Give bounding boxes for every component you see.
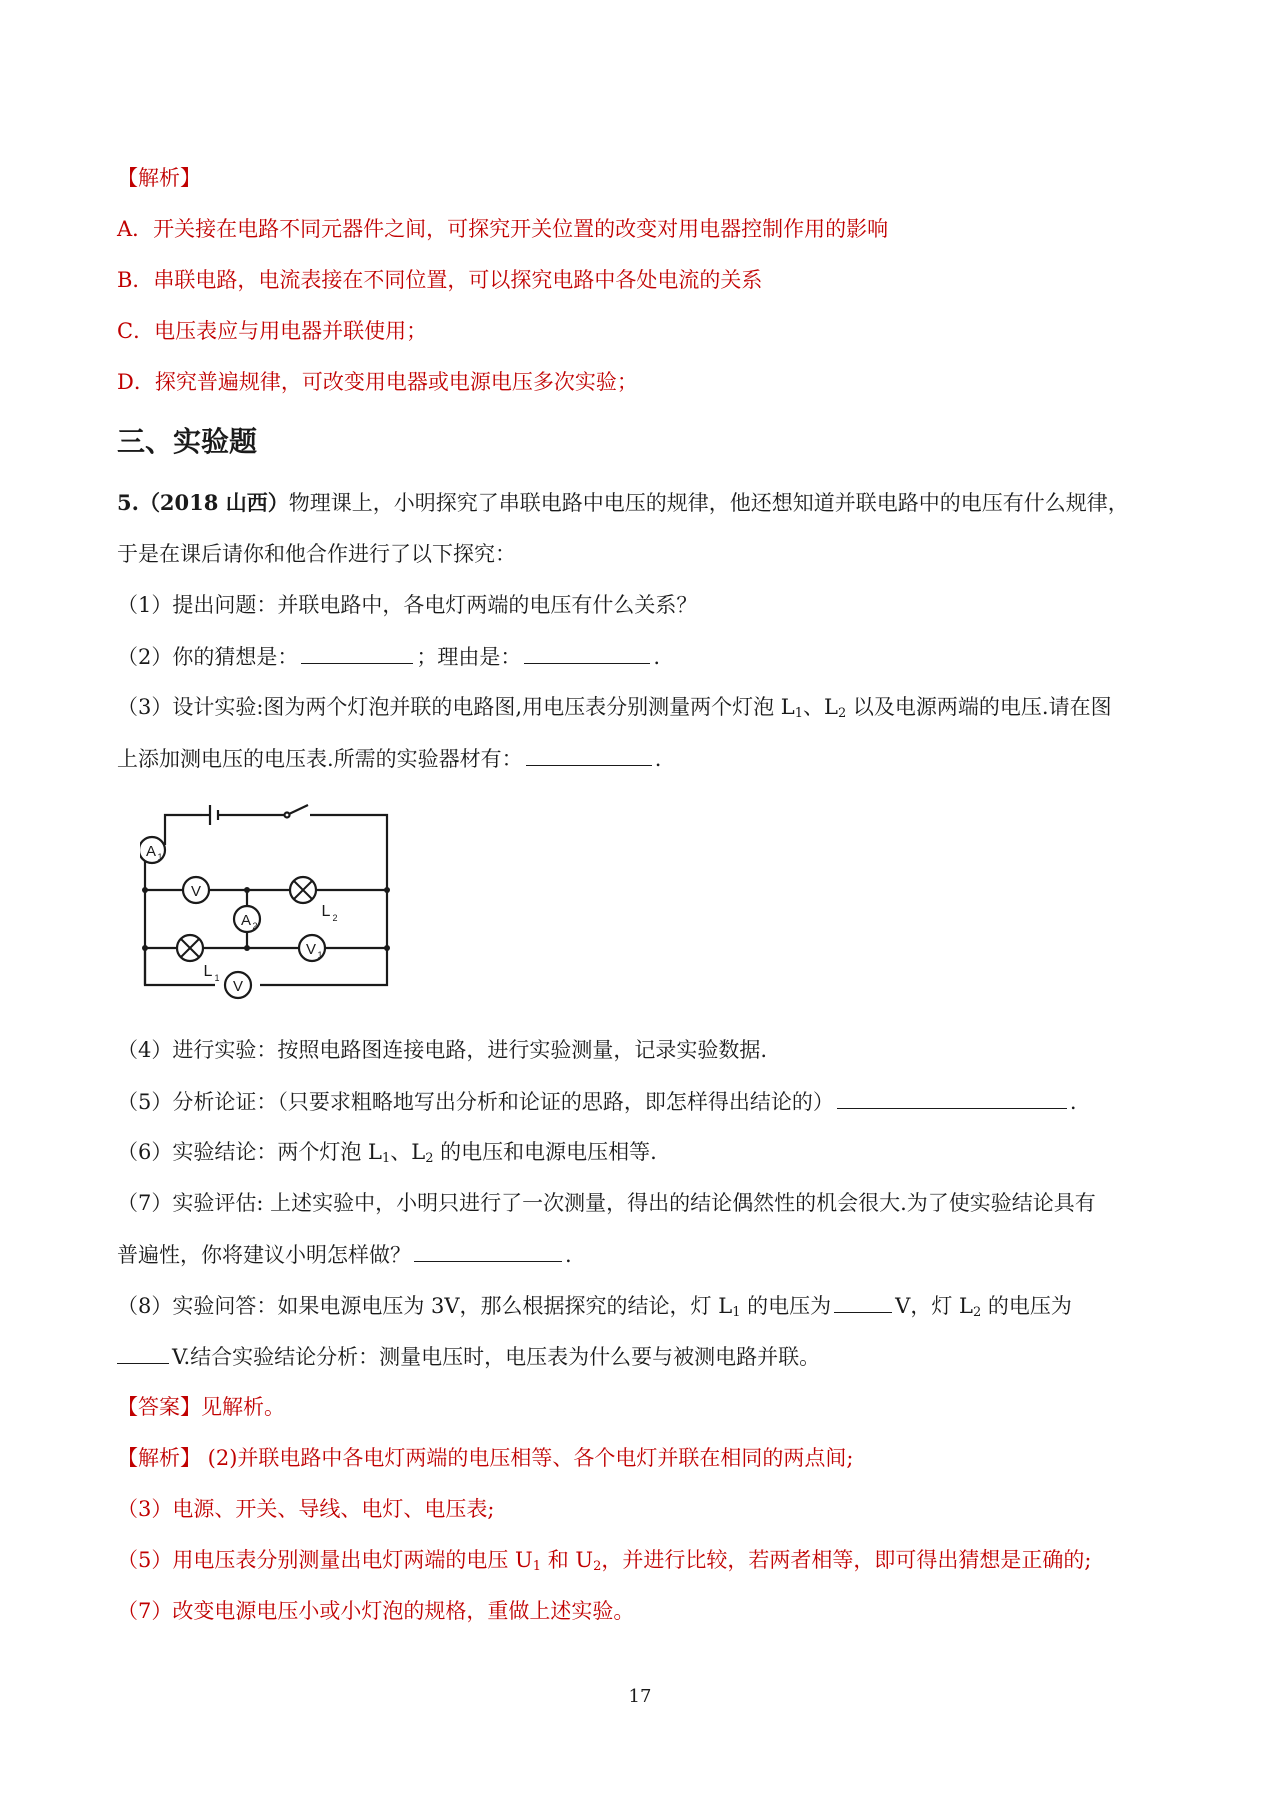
answer-blank-reason[interactable] [524,641,650,664]
voltmeter-bottom-label: V [232,978,244,995]
analysis-item-a: A．开关接在电路不同元器件之间，可探究开关位置的改变对用电器控制作用的影响 [117,217,889,241]
answer-tag: 【答案】 [117,1395,201,1419]
part-7-text: 普遍性，你将建议小明怎样做？ [117,1243,411,1267]
part-8-text-c: V，灯 L [895,1294,973,1318]
part-6-text-b: 、L [390,1140,426,1164]
part-3-text-a: （3）设计实验:图为两个灯泡并联的电路图,用电压表分别测量两个灯泡 L [117,695,795,719]
question-stem-line2: 于是在课后请你和他合作进行了以下探究： [117,542,516,566]
analysis2-sub1: 1 [532,1559,542,1574]
analysis2-tag: 【解析】 [117,1446,201,1470]
answer-blank-equipment[interactable] [526,743,652,766]
answer-blank-l1-voltage[interactable] [834,1290,892,1313]
wire-top-left [165,815,202,845]
part-3-line2 [117,743,1177,774]
circuit-diagram [140,800,400,1010]
part-6-text-a: （6）实验结论：两个灯泡 L [117,1140,382,1164]
analysis-tag: 【解析】 [117,166,201,190]
part-5 [117,1086,1177,1117]
part-3-end: . [654,747,662,771]
part-3-sub2: 2 [837,706,847,721]
part-6-text-c: 的电压和电源电压相等. [433,1140,657,1164]
answer-line [117,1392,1177,1422]
question-number: 5. [117,490,139,515]
ammeter-a1-label: A [145,843,157,860]
part-8-line1 [117,1290,1177,1321]
part-3-line1 [117,692,1177,722]
analysis2-line2: （3）电源、开关、导线、电灯、电压表; [117,1497,495,1521]
part-8-text-e: V.结合实验结论分析：测量电压时，电压表为什么要与被测电路并联。 [172,1345,821,1369]
part-3-text-d: 上添加测电压的电压表.所需的实验器材有： [117,747,523,771]
section-title: 三、实验题 [117,425,258,458]
part-8-line2 [117,1341,1177,1372]
part-7-end: . [565,1243,572,1267]
part-6-sub2: 2 [425,1151,434,1166]
part-3-text-c: 以及电源两端的电压.请在图 [846,695,1112,719]
analysis-item-c: C．电压表应与用电器并联使用； [117,319,428,343]
part-8-text-a: （8）实验问答：如果电源电压为 3V，那么根据探究的结论，灯 L [117,1294,733,1318]
switch-lever [289,805,308,814]
wire-right-bottom [260,815,387,985]
voltmeter-v-label: V [190,883,202,900]
page-number: 17 [628,1686,652,1707]
ammeter-a1-sub: 1 [157,852,163,862]
answer-blank-analysis[interactable] [837,1086,1067,1109]
voltmeter-v1-label: V [305,941,317,958]
answer-blank-suggestion[interactable] [414,1239,562,1262]
part-8-sub1: 1 [732,1305,741,1320]
part-7-line2 [117,1239,1177,1270]
part-7-line1: （7）实验评估: 上述实验中，小明只进行了一次测量，得出的结论偶然性的机会很大.为了使实验结论具有 [117,1191,1096,1215]
lamp-l2-label: L [321,903,331,920]
analysis2-text1: (2)并联电路中各电灯两端的电压相等、各个电灯并联在相同的两点间; [201,1446,854,1470]
part-3-text-b: 、L [803,695,838,719]
ammeter-a2-label: A [240,912,252,929]
part-8-text-d: 的电压为 [981,1294,1072,1318]
lamp-l1-label: L [203,963,213,980]
voltmeter-v1-sub: 1 [317,950,323,960]
analysis2-line1 [117,1443,1177,1473]
part-6 [117,1137,1177,1167]
answer-blank-guess[interactable] [301,641,413,664]
analysis2-sub2: 2 [593,1559,602,1574]
part-2-label: （2）你的猜想是： [117,645,299,669]
answer-text: 见解析。 [201,1395,285,1419]
analysis2-line4: （7）改变电源电压小或小灯泡的规格，重做上述实验。 [117,1599,635,1623]
part-1: （1）提出问题：并联电路中，各电灯两端的电压有什么关系？ [117,593,698,617]
part-8-text-b: 的电压为 [740,1294,832,1318]
part-3-sub1: 1 [794,706,804,721]
question-stem-text: 物理课上，小明探究了串联电路中电压的规律，他还想知道并联电路中的电压有什么规律， [288,491,1129,515]
part-6-sub1: 1 [381,1151,391,1166]
lamp-l2-sub: 2 [332,913,338,923]
question-stem-line1 [117,488,1177,518]
analysis-item-b: B．串联电路，电流表接在不同位置，可以探究电路中各处电流的关系 [117,268,763,292]
part-4: （4）进行实验：按照电路图连接电路，进行实验测量，记录实验数据. [117,1038,768,1062]
part-5-end: . [1069,1090,1077,1114]
analysis2-line3 [117,1545,1177,1575]
ammeter-a2-sub: 2 [252,921,258,931]
part-2-end: . [653,645,661,669]
analysis2-text3a: （5）用电压表分别测量出电灯两端的电压 U [117,1548,533,1572]
lamp-l1-sub: 1 [214,973,220,983]
part-5-text: （5）分析论证：（只要求粗略地写出分析和论证的思路，即怎样得出结论的） [117,1090,834,1114]
analysis-item-d: D．探究普遍规律，可改变用电器或电源电压多次实验； [117,370,638,394]
question-source: （2018 山西） [138,490,289,515]
analysis2-text3c: ，并进行比较，若两者相等，即可得出猜想是正确的; [601,1548,1092,1572]
part-2-reason-label: ；理由是： [416,645,522,669]
part-2 [117,641,1177,672]
analysis2-text3b: 和 U [541,1548,594,1572]
answer-blank-l2-voltage[interactable] [117,1341,169,1364]
part-8-sub2: 2 [972,1305,982,1320]
